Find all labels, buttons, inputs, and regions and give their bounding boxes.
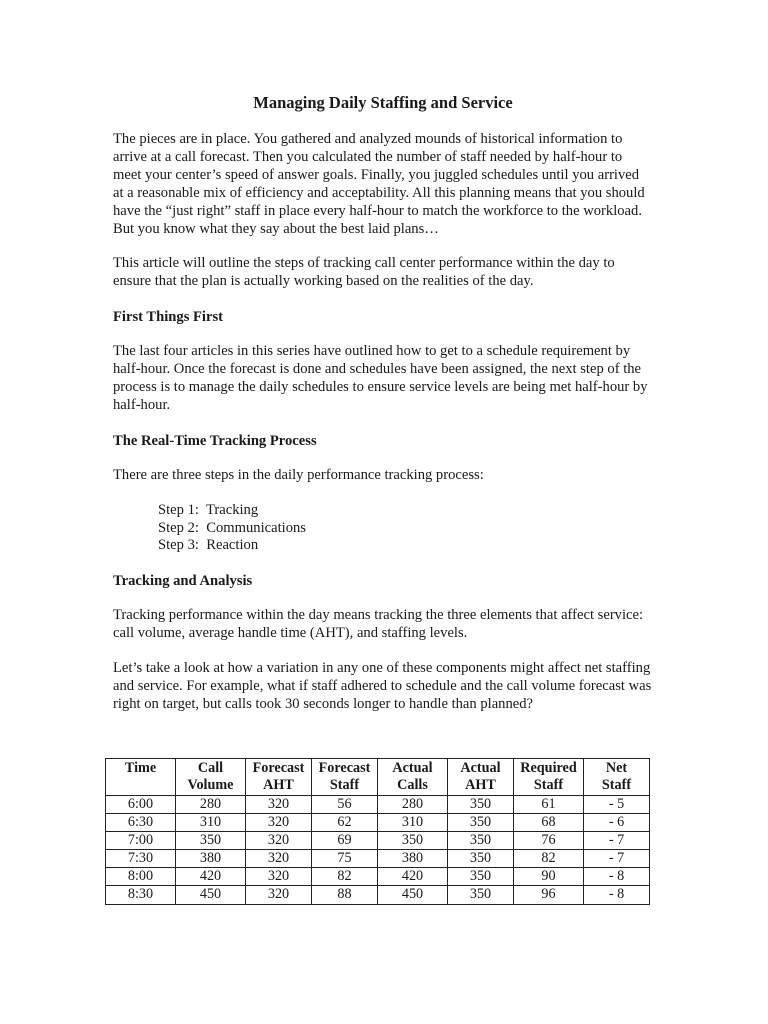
cell-time: 6:30 bbox=[106, 814, 176, 832]
cell-net-staff: - 5 bbox=[584, 796, 650, 814]
cell-required-staff: 68 bbox=[514, 814, 584, 832]
header-net-staff: Net Staff bbox=[584, 759, 650, 796]
three-steps-paragraph: There are three steps in the daily performance tracking process: bbox=[113, 466, 484, 483]
cell-required-staff: 76 bbox=[514, 832, 584, 850]
cell-call-volume: 420 bbox=[176, 868, 246, 886]
heading-first-things: First Things First bbox=[113, 309, 224, 326]
cell-actual-aht: 350 bbox=[448, 850, 514, 868]
table-row bbox=[106, 814, 650, 832]
cell-actual-calls: 380 bbox=[378, 850, 448, 868]
cell-net-staff: - 8 bbox=[584, 868, 650, 886]
cell-time: 8:30 bbox=[106, 886, 176, 904]
table-row bbox=[106, 796, 650, 814]
tracking-paragraph: Tracking performance within the day means tracking the three elements that affect service: call volume, average handle time (AHT), and staffing levels. bbox=[113, 607, 644, 642]
cell-call-volume: 280 bbox=[176, 796, 246, 814]
cell-required-staff: 96 bbox=[514, 886, 584, 904]
header-actual-calls: Actual Calls bbox=[378, 759, 448, 796]
cell-net-staff: - 6 bbox=[584, 814, 650, 832]
header-actual-aht: Actual AHT bbox=[448, 759, 514, 796]
cell-call-volume: 450 bbox=[176, 886, 246, 904]
cell-forecast-aht: 320 bbox=[246, 796, 312, 814]
staffing-table bbox=[105, 758, 650, 905]
cell-actual-aht: 350 bbox=[448, 886, 514, 904]
cell-net-staff: - 7 bbox=[584, 832, 650, 850]
table-header-row bbox=[106, 759, 650, 796]
cell-time: 6:00 bbox=[106, 796, 176, 814]
cell-required-staff: 90 bbox=[514, 868, 584, 886]
cell-actual-calls: 350 bbox=[378, 832, 448, 850]
document-title: Managing Daily Staffing and Service bbox=[253, 93, 513, 112]
cell-forecast-staff: 69 bbox=[312, 832, 378, 850]
table-row bbox=[106, 850, 650, 868]
cell-actual-aht: 350 bbox=[448, 814, 514, 832]
cell-forecast-staff: 56 bbox=[312, 796, 378, 814]
cell-actual-calls: 420 bbox=[378, 868, 448, 886]
cell-actual-aht: 350 bbox=[448, 868, 514, 886]
cell-call-volume: 310 bbox=[176, 814, 246, 832]
cell-forecast-staff: 88 bbox=[312, 886, 378, 904]
step-item: Step 1: Tracking bbox=[158, 501, 259, 518]
cell-net-staff: - 7 bbox=[584, 850, 650, 868]
cell-actual-calls: 280 bbox=[378, 796, 448, 814]
header-time: Time bbox=[106, 759, 176, 796]
cell-forecast-aht: 320 bbox=[246, 814, 312, 832]
cell-forecast-aht: 320 bbox=[246, 886, 312, 904]
header-call-volume: Call Volume bbox=[176, 759, 246, 796]
cell-time: 7:30 bbox=[106, 850, 176, 868]
cell-call-volume: 350 bbox=[176, 832, 246, 850]
document-page bbox=[113, 92, 653, 731]
cell-time: 8:00 bbox=[106, 868, 176, 886]
step-item: Step 2: Communications bbox=[158, 519, 306, 536]
header-forecast-staff: Forecast Staff bbox=[312, 759, 378, 796]
lets-look-paragraph: Let’s take a look at how a variation in any one of these components might affect net staffing and service. For example, what if staff adhered to schedule and the call volume forecast was right on target, but calls took 30 seconds longer to handle than planned? bbox=[113, 659, 652, 712]
heading-tracking: Tracking and Analysis bbox=[113, 573, 253, 590]
steps-list bbox=[158, 502, 653, 555]
cell-actual-aht: 350 bbox=[448, 796, 514, 814]
cell-forecast-staff: 62 bbox=[312, 814, 378, 832]
cell-forecast-aht: 320 bbox=[246, 868, 312, 886]
header-required-staff: Required Staff bbox=[514, 759, 584, 796]
cell-forecast-staff: 82 bbox=[312, 868, 378, 886]
cell-actual-calls: 450 bbox=[378, 886, 448, 904]
cell-required-staff: 61 bbox=[514, 796, 584, 814]
cell-time: 7:00 bbox=[106, 832, 176, 850]
cell-actual-calls: 310 bbox=[378, 814, 448, 832]
cell-net-staff: - 8 bbox=[584, 886, 650, 904]
table-row bbox=[106, 868, 650, 886]
first-things-paragraph: The last four articles in this series have outlined how to get to a schedule requirement by half-hour. Once the forecast is done and schedules have been assigned, the next step of the process is to manage the daily schedules to ensure service levels are being met half-hour by half-hour. bbox=[113, 343, 648, 413]
heading-real-time: The Real-Time Tracking Process bbox=[113, 432, 317, 449]
outline-paragraph: This article will outline the steps of tracking call center performance within the day to ensure that the plan is actually working based on the realities of the day. bbox=[113, 255, 615, 290]
step-item: Step 3: Reaction bbox=[158, 537, 259, 554]
cell-forecast-aht: 320 bbox=[246, 850, 312, 868]
table-row bbox=[106, 832, 650, 850]
cell-call-volume: 380 bbox=[176, 850, 246, 868]
cell-forecast-aht: 320 bbox=[246, 832, 312, 850]
intro-paragraph: The pieces are in place. You gathered and analyzed mounds of historical information to arrive at a call forecast. Then you calculated the number of staff needed by half-hour to meet your center’s speed of answer goals. Finally, you juggled schedules until you arrived at a reasonable mix of efficiency and acceptability. All this planning means that you should have the “just right” staff in place every half-hour to match the workforce to the workload. But you know what they say about the best laid plans… bbox=[113, 131, 645, 237]
cell-actual-aht: 350 bbox=[448, 832, 514, 850]
table-row bbox=[106, 886, 650, 904]
cell-forecast-staff: 75 bbox=[312, 850, 378, 868]
cell-required-staff: 82 bbox=[514, 850, 584, 868]
header-forecast-aht: Forecast AHT bbox=[246, 759, 312, 796]
